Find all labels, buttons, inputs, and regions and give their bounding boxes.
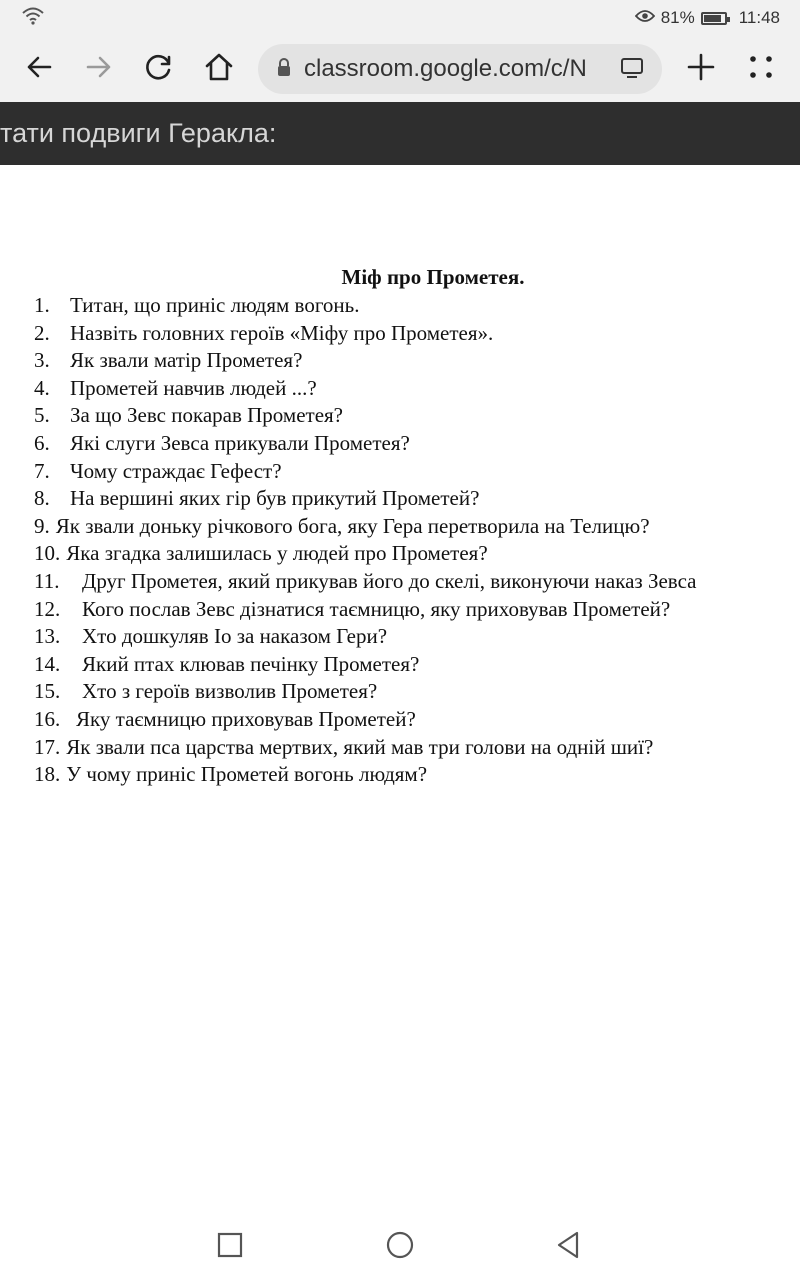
question-number: 3. xyxy=(34,348,50,373)
home-circle-icon xyxy=(386,1231,414,1264)
previous-document-strip xyxy=(0,102,800,165)
question-number: 2. xyxy=(34,320,50,345)
question-number: 7. xyxy=(34,458,50,483)
question-text: Які слуги Зевса прикували Прометея? xyxy=(70,431,410,455)
question-number: 15. xyxy=(34,679,61,704)
back-button[interactable] xyxy=(16,46,62,92)
recent-apps-button[interactable] xyxy=(208,1225,252,1269)
home-button[interactable] xyxy=(196,46,242,92)
question-text: Яка згадка залишилась у людей про Прометея? xyxy=(66,541,488,566)
question-item xyxy=(34,541,488,566)
question-number: 5. xyxy=(34,403,50,428)
tab-switcher-icon[interactable] xyxy=(620,57,644,84)
question-number: 14. xyxy=(34,651,61,676)
question-item xyxy=(34,514,650,539)
question-item xyxy=(34,652,419,677)
clock: 11:48 xyxy=(738,8,780,27)
home-icon xyxy=(203,52,235,87)
question-text: Як звали доньку річкового бога, яку Гера перетворила на Телицю? xyxy=(55,513,650,538)
back-arrow-icon xyxy=(24,52,54,87)
question-item xyxy=(34,762,427,787)
question-text: Яку таємницю приховував Прометей? xyxy=(76,707,416,731)
menu-icon xyxy=(748,54,774,85)
question-text: Назвіть головних героїв «Міфу про Прометея». xyxy=(70,320,494,345)
question-number: 16. xyxy=(34,707,61,731)
battery-percent: 81% xyxy=(660,8,695,27)
question-text: Як звали пса царства мертвих, який мав три голови на одній шиї? xyxy=(66,734,654,759)
new-tab-icon xyxy=(687,53,715,86)
question-text: Хто дошкуляв Іо за наказом Гери? xyxy=(82,624,388,649)
forward-button[interactable] xyxy=(76,46,122,92)
reload-icon xyxy=(144,52,174,87)
document-title: Міф про Прометея. xyxy=(341,265,525,289)
question-number: 17. xyxy=(34,734,61,759)
question-text: У чому приніс Прометей вогонь людям? xyxy=(66,762,428,787)
question-text: Титан, що приніс людям вогонь. xyxy=(70,293,360,317)
question-item xyxy=(34,293,360,318)
question-item xyxy=(34,569,697,594)
question-number: 12. xyxy=(34,596,61,621)
question-number: 9. xyxy=(34,513,50,538)
question-item xyxy=(34,431,410,456)
question-number: 8. xyxy=(34,486,50,511)
question-text: Хто з героїв визволив Прометея? xyxy=(82,679,378,704)
question-number: 4. xyxy=(34,375,50,400)
system-nav-bar xyxy=(0,1215,800,1280)
lock-icon xyxy=(276,57,292,82)
back-triangle-icon xyxy=(555,1231,581,1264)
battery-icon xyxy=(701,12,727,25)
question-item xyxy=(34,707,416,732)
question-text: Як звали матір Прометея? xyxy=(70,348,303,373)
status-bar xyxy=(0,0,800,36)
question-text: Кого послав Зевс дізнатися таємницю, яку приховував Прометей? xyxy=(82,596,671,621)
question-text: На вершині яких гір був прикутий Прометей? xyxy=(70,486,480,511)
question-item xyxy=(34,459,282,484)
question-item xyxy=(34,321,493,346)
question-number: 18. xyxy=(34,762,61,787)
home-nav-button[interactable] xyxy=(378,1225,422,1269)
question-item xyxy=(34,376,317,401)
question-text: За що Зевс покарав Прометея? xyxy=(70,403,343,428)
question-number: 11. xyxy=(34,569,60,593)
reload-button[interactable] xyxy=(136,46,182,92)
browser-toolbar xyxy=(0,36,800,102)
recent-apps-icon xyxy=(217,1232,243,1263)
previous-document-text: тати подвиги Геракла: xyxy=(0,118,277,148)
wifi-icon xyxy=(22,7,44,30)
question-number: 1. xyxy=(34,293,50,317)
menu-button[interactable] xyxy=(738,46,784,92)
question-number: 6. xyxy=(34,431,50,455)
question-item xyxy=(34,679,377,704)
back-nav-button[interactable] xyxy=(546,1225,590,1269)
question-item xyxy=(34,597,670,622)
question-number: 13. xyxy=(34,624,61,649)
question-text: Чому страждає Гефест? xyxy=(70,458,282,483)
question-item xyxy=(34,735,653,760)
question-text: Друг Прометея, який прикував його до скелі, виконуючи наказ Зевса xyxy=(82,569,697,593)
question-item xyxy=(34,403,343,428)
question-item xyxy=(34,624,387,649)
question-number: 10. xyxy=(34,541,61,566)
address-bar[interactable] xyxy=(258,44,662,94)
question-item xyxy=(34,348,302,373)
question-item xyxy=(34,486,479,511)
question-text: Прометей навчив людей ...? xyxy=(70,375,317,400)
new-tab-button[interactable] xyxy=(678,46,724,92)
url-text: classroom.google.com/c/N xyxy=(304,55,587,82)
question-text: Який птах клював печінку Прометея? xyxy=(82,651,420,676)
forward-arrow-icon xyxy=(84,52,114,87)
eye-icon xyxy=(635,8,655,28)
document-page xyxy=(0,165,800,1215)
